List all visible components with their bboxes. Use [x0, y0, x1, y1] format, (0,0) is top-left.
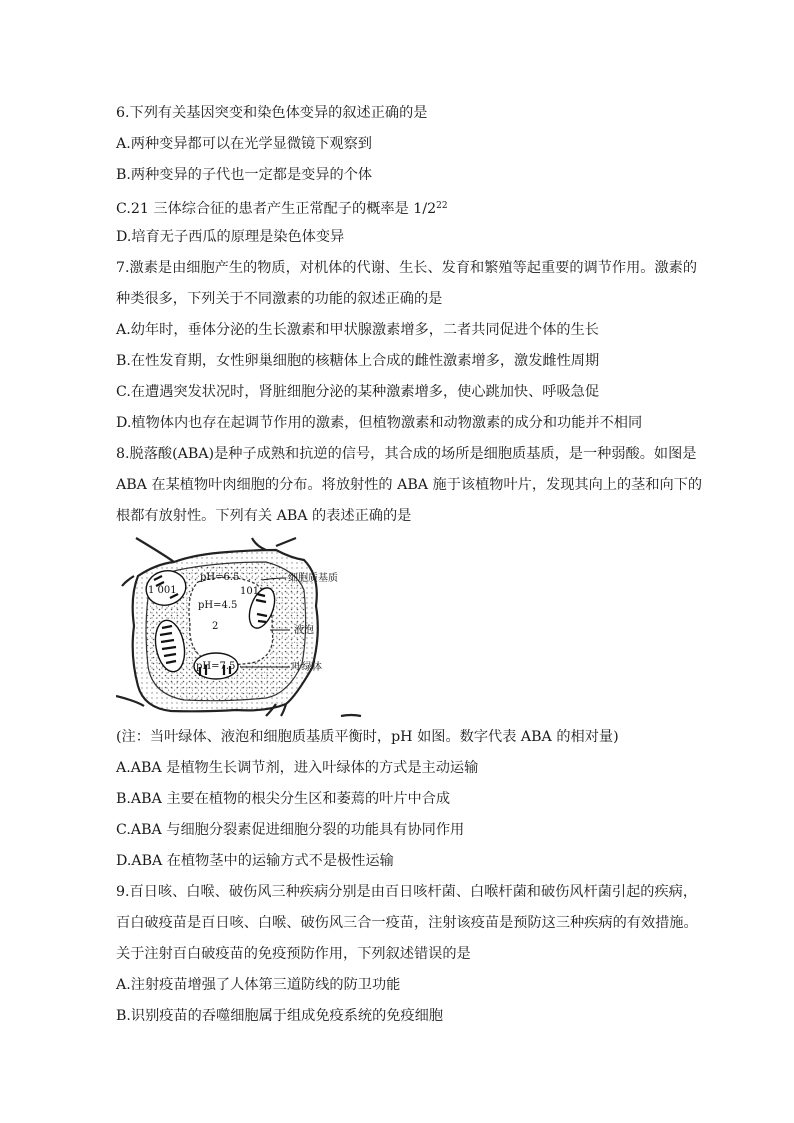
- q8-figure-note: (注：当叶绿体、液泡和细胞质基质平衡时，pH 如图。数字代表 ABA 的相对量): [116, 729, 619, 745]
- q8-option-d: D.ABA 在植物茎中的运输方式不是极性运输: [116, 853, 394, 869]
- q6-stem: 6.下列有关基因突变和染色体变异的叙述正确的是: [116, 105, 428, 121]
- q6-option-a: A.两种变异都可以在光学显微镜下观察到: [116, 136, 372, 152]
- q6-option-b: B.两种变异的子代也一定都是变异的个体: [116, 167, 373, 183]
- q9-stem-line1: 9.百日咳、白喉、破伤风三种疾病分别是由百日咳杆菌、白喉杆菌和破伤风杆菌引起的疾病，: [116, 884, 698, 900]
- q6-option-c-exponent: 22: [436, 201, 448, 211]
- aba-amount-right: 101: [240, 586, 260, 597]
- q8-stem-line3: 根都有放射性。下列有关 ABA 的表述正确的是: [116, 508, 412, 524]
- q6-option-c-text: C.21 三体综合征的患者产生正常配子的概率是 1/2: [116, 201, 437, 217]
- q7-stem-line2: 种类很多，下列关于不同激素的功能的叙述正确的是: [116, 291, 443, 307]
- q7-stem-line1: 7.激素是由细胞产生的物质，对机体的代谢、生长、发育和繁殖等起重要的调节作用。激素的: [116, 260, 698, 276]
- q7-option-a: A.幼年时，垂体分泌的生长激素和甲状腺激素增多，二者共同促进个体的生长: [116, 322, 599, 338]
- q8-option-a: A.ABA 是植物生长调节剂，进入叶绿体的方式是主动运输: [116, 760, 479, 776]
- q6-option-c: [116, 196, 448, 219]
- label-chloroplast: 叶绿体: [292, 662, 322, 673]
- q7-option-b: B.在性发育期，女性卵巢细胞的核糖体上合成的雌性激素增多，激发雌性周期: [116, 353, 600, 369]
- ph-vacuole-label: pH=4.5: [198, 600, 238, 611]
- label-cytoplasm: 细胞质基质: [288, 573, 338, 584]
- q9-stem-line2: 百白破疫苗是百日咳、白喉、破伤风三合一疫苗，注射该疫苗是预防这三种疾病的有效措施。: [116, 915, 698, 931]
- ph-chloroplast-label: pH=7.5: [196, 661, 236, 672]
- q8-stem-line1: 8.脱落酸(ABA)是种子成熟和抗逆的信号，其合成的场所是细胞质基质，是一种弱酸。如图是: [116, 446, 697, 462]
- q9-option-b: B.识别疫苗的吞噬细胞属于组成免疫系统的免疫细胞: [116, 1008, 444, 1024]
- q7-option-d: D.植物体内也存在起调节作用的激素，但植物激素和动物激素的成分和功能并不相同: [116, 415, 643, 431]
- aba-amount-center: 2: [212, 621, 219, 632]
- q9-stem-line3: 关于注射百白破疫苗的免疫预防作用，下列叙述错误的是: [116, 946, 471, 962]
- q6-option-d: D.培育无子西瓜的原理是染色体变异: [116, 229, 345, 245]
- aba-amount-left: 1 001: [148, 585, 177, 596]
- q8-option-b: B.ABA 主要在植物的根尖分生区和萎蔫的叶片中合成: [116, 791, 451, 807]
- ph-cytoplasm-label: pH=6.5: [200, 572, 240, 583]
- leaf-cell-figure: [116, 536, 386, 718]
- q7-option-c: C.在遭遇突发状况时，肾脏细胞分泌的某种激素增多，使心跳加快、呼吸急促: [116, 384, 600, 400]
- q8-stem-line2: ABA 在某植物叶肉细胞的分布。将放射性的 ABA 施于该植物叶片，发现其向上的茎和向下的: [116, 477, 703, 493]
- label-vacuole: 液泡: [294, 625, 314, 636]
- leaf-cell-diagram: [116, 536, 386, 718]
- q9-option-a: A.注射疫苗增强了人体第三道防线的防卫功能: [116, 977, 401, 993]
- q8-option-c: C.ABA 与细胞分裂素促进细胞分裂的功能具有协同作用: [116, 822, 465, 838]
